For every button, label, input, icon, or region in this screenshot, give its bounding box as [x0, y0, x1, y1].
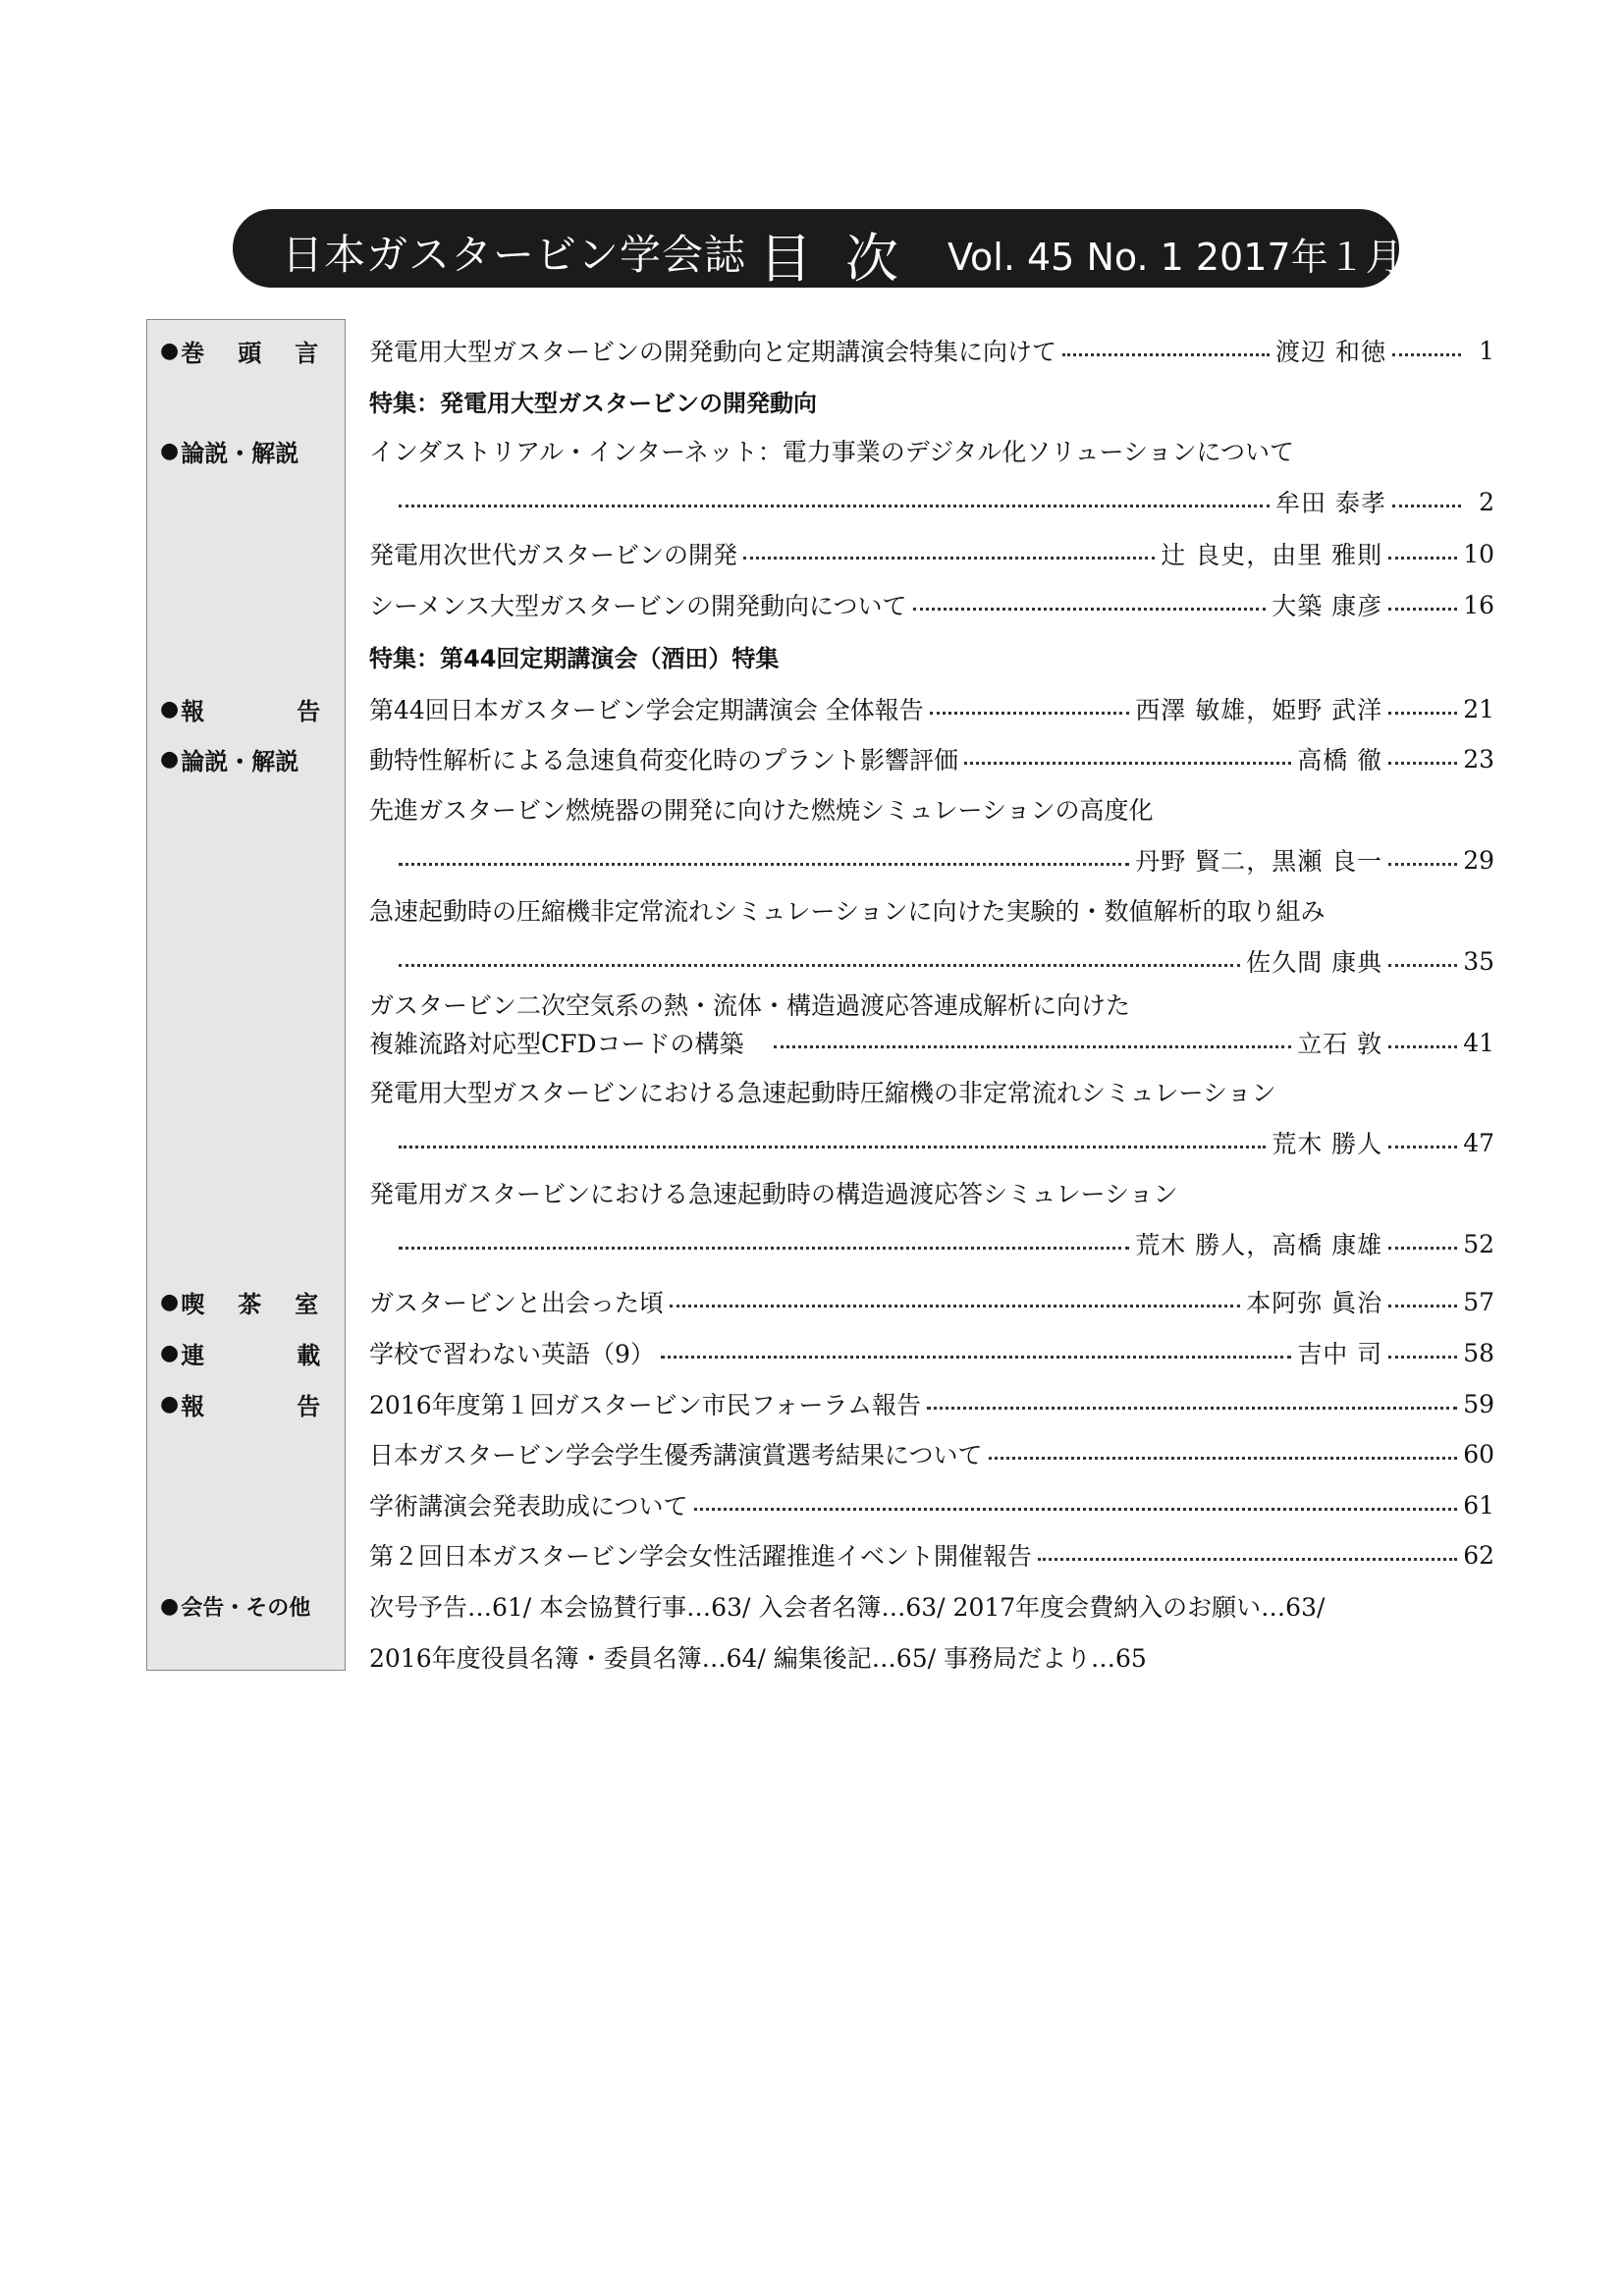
- toc-entry[interactable]: [369, 1434, 1494, 1473]
- bullet-icon: ●: [160, 338, 180, 363]
- entry-authors: 荒木 勝人: [1272, 1130, 1383, 1158]
- toc-entry[interactable]: [369, 1224, 1494, 1263]
- bullet-icon: ●: [160, 438, 180, 463]
- entry-title: 学校で習わない英語（9）: [369, 1340, 655, 1368]
- entry-title[interactable]: 先進ガスタービン燃焼器の開発に向けた燃焼シミュレーションの高度化: [369, 796, 1154, 825]
- leader-dots: [989, 1457, 1458, 1460]
- toc-entry[interactable]: [369, 840, 1494, 880]
- toc-entry[interactable]: [369, 331, 1494, 370]
- entry-authors: 辻 良史，由里 雅則: [1161, 541, 1383, 569]
- bullet-icon: ●: [160, 1593, 180, 1619]
- leader-dots: [1388, 608, 1457, 611]
- entry-authors: 牟田 泰孝: [1275, 489, 1386, 517]
- entry-title: シーメンス大型ガスタービンの開発動向について: [369, 592, 907, 620]
- leader-dots: [1392, 505, 1461, 507]
- entry-authors: 大築 康彦: [1272, 592, 1383, 620]
- toc-entry[interactable]: [369, 1282, 1494, 1321]
- leader-dots: [1388, 557, 1457, 560]
- leader-dots: [913, 608, 1267, 611]
- entry-authors: 佐久間 康典: [1246, 948, 1383, 977]
- entry-title[interactable]: 急速起動時の圧縮機非定常流れシミュレーションに向けた実験的・数値解析的取り組み: [369, 897, 1326, 926]
- special-feature-heading: 特集：発電用大型ガスタービンの開発動向: [369, 389, 817, 417]
- leader-dots: [1062, 353, 1270, 356]
- misc-notices-line: 次号予告…61/ 本会協賛行事…63/ 入会者名簿…63/ 2017年度会費納入のお願い…63/: [369, 1593, 1326, 1622]
- toc-entry[interactable]: [369, 941, 1494, 981]
- leader-dots: [1388, 1305, 1457, 1308]
- entry-authors: 渡辺 和徳: [1275, 338, 1386, 366]
- entry-title: 複雑流路対応型CFDコードの構築: [369, 1030, 744, 1058]
- category-label: ● 喫茶室: [160, 1289, 352, 1318]
- leader-dots: [927, 1407, 1457, 1410]
- entry-title[interactable]: 発電用ガスタービンにおける急速起動時の構造過渡応答シミュレーション: [369, 1180, 1178, 1208]
- entry-page: 2: [1479, 487, 1494, 516]
- issue-info: Vol. 45 No. 1 2017年１月: [947, 236, 1403, 279]
- toc-entry[interactable]: [369, 1023, 1494, 1062]
- leader-dots: [964, 762, 1291, 765]
- leader-dots: [1388, 964, 1457, 967]
- entry-page: 41: [1463, 1028, 1494, 1057]
- entry-page: 61: [1463, 1490, 1494, 1520]
- leader-dots: [1388, 863, 1457, 866]
- toc-entry[interactable]: [369, 1123, 1494, 1162]
- entry-title[interactable]: 発電用大型ガスタービンにおける急速起動時圧縮機の非定常流れシミュレーション: [369, 1079, 1276, 1107]
- entry-authors: 高橋 徹: [1297, 746, 1383, 774]
- toc-entry[interactable]: [369, 585, 1494, 624]
- entry-authors: 丹野 賢二，黒瀬 良一: [1135, 847, 1383, 876]
- leader-dots: [399, 505, 1270, 507]
- entry-title: 発電用大型ガスタービンの開発動向と定期講演会特集に向けて: [369, 338, 1057, 366]
- leader-dots: [399, 863, 1129, 866]
- entry-page: 35: [1463, 946, 1494, 976]
- leader-dots: [694, 1508, 1458, 1511]
- bullet-icon: ●: [160, 1391, 180, 1416]
- entry-page: 21: [1463, 694, 1494, 723]
- entry-page: 1: [1479, 336, 1494, 365]
- entry-page: 16: [1463, 590, 1494, 619]
- entry-title: 日本ガスタービン学会学生優秀講演賞選考結果について: [369, 1441, 983, 1469]
- category-label: ● 会告・その他: [160, 1593, 311, 1621]
- bullet-icon: ●: [160, 1340, 180, 1365]
- toc-entry[interactable]: [369, 1333, 1494, 1372]
- entry-page: 47: [1463, 1128, 1494, 1157]
- category-label: ● 論説・解説: [160, 438, 299, 467]
- leader-dots: [774, 1045, 1292, 1048]
- toc-entry[interactable]: [369, 1535, 1494, 1575]
- bullet-icon: ●: [160, 746, 180, 772]
- entry-page: 57: [1463, 1287, 1494, 1316]
- entry-title: 学術講演会発表助成について: [369, 1492, 688, 1521]
- leader-dots: [743, 557, 1155, 560]
- toc-label: 目次: [759, 228, 932, 290]
- entry-title: 第44回日本ガスタービン学会定期講演会 全体報告: [369, 696, 924, 724]
- toc-entry[interactable]: [369, 534, 1494, 573]
- toc-entry[interactable]: [369, 689, 1494, 728]
- leader-dots: [399, 964, 1240, 967]
- leader-dots: [670, 1305, 1240, 1308]
- entry-title: ガスタービンと出会った頃: [369, 1289, 665, 1317]
- entry-page: 29: [1463, 845, 1494, 875]
- leader-dots: [1388, 1247, 1457, 1250]
- leader-dots: [1038, 1558, 1457, 1561]
- entry-title[interactable]: インダストリアル・インターネット：電力事業のデジタル化ソリューションについて: [369, 438, 1295, 466]
- toc-entry[interactable]: [369, 739, 1494, 778]
- bullet-icon: ●: [160, 696, 180, 721]
- toc-entry[interactable]: [369, 482, 1494, 521]
- leader-dots: [661, 1356, 1291, 1359]
- entry-page: 58: [1463, 1338, 1494, 1367]
- entry-authors: 吉中 司: [1297, 1340, 1383, 1368]
- leader-dots: [1388, 1045, 1457, 1048]
- entry-page: 23: [1463, 744, 1494, 774]
- entry-title: 動特性解析による急速負荷変化時のプラント影響評価: [369, 746, 959, 774]
- entry-authors: 西澤 敏雄，姫野 武洋: [1135, 696, 1383, 724]
- leader-dots: [1388, 712, 1457, 715]
- entry-page: 62: [1463, 1540, 1494, 1570]
- entry-page: 52: [1463, 1229, 1494, 1258]
- bullet-icon: ●: [160, 1289, 180, 1314]
- misc-notices-line: 2016年度役員名簿・委員名簿…64/ 編集後記…65/ 事務局だより…65: [369, 1644, 1147, 1673]
- category-label: ● 連載: [160, 1340, 413, 1369]
- leader-dots: [399, 1146, 1266, 1148]
- entry-title[interactable]: ガスタービン二次空気系の熱・流体・構造過渡応答連成解析に向けた: [369, 991, 1131, 1020]
- entry-authors: 荒木 勝人，高橋 康雄: [1135, 1231, 1383, 1259]
- leader-dots: [930, 712, 1130, 715]
- entry-title: 2016年度第１回ガスタービン市民フォーラム報告: [369, 1391, 922, 1419]
- category-label: ● 巻頭言: [160, 338, 352, 367]
- category-sidebar: [146, 319, 413, 1671]
- toc-entry[interactable]: [369, 1384, 1494, 1423]
- category-label: ● 報告: [160, 696, 413, 725]
- toc-entry[interactable]: [369, 1485, 1494, 1524]
- category-label: ● 論説・解説: [160, 746, 299, 775]
- entry-page: 60: [1463, 1439, 1494, 1468]
- leader-dots: [399, 1247, 1129, 1250]
- journal-title: 日本ガスタービン学会誌: [282, 231, 747, 279]
- toc-header-banner: [233, 209, 1403, 290]
- entry-title: 第２回日本ガスタービン学会女性活躍推進イベント開催報告: [369, 1542, 1033, 1571]
- entry-authors: 立石 敦: [1297, 1030, 1383, 1058]
- category-label: ● 報告: [160, 1391, 413, 1420]
- special-feature-heading: 特集：第44回定期講演会（酒田）特集: [369, 644, 780, 672]
- leader-dots: [1388, 1146, 1457, 1148]
- entry-page: 59: [1463, 1389, 1494, 1418]
- entry-authors: 本阿弥 眞治: [1246, 1289, 1383, 1317]
- leader-dots: [1388, 762, 1457, 765]
- entry-title: 発電用次世代ガスタービンの開発: [369, 541, 738, 569]
- entry-page: 10: [1463, 539, 1494, 568]
- leader-dots: [1388, 1356, 1457, 1359]
- leader-dots: [1392, 353, 1461, 356]
